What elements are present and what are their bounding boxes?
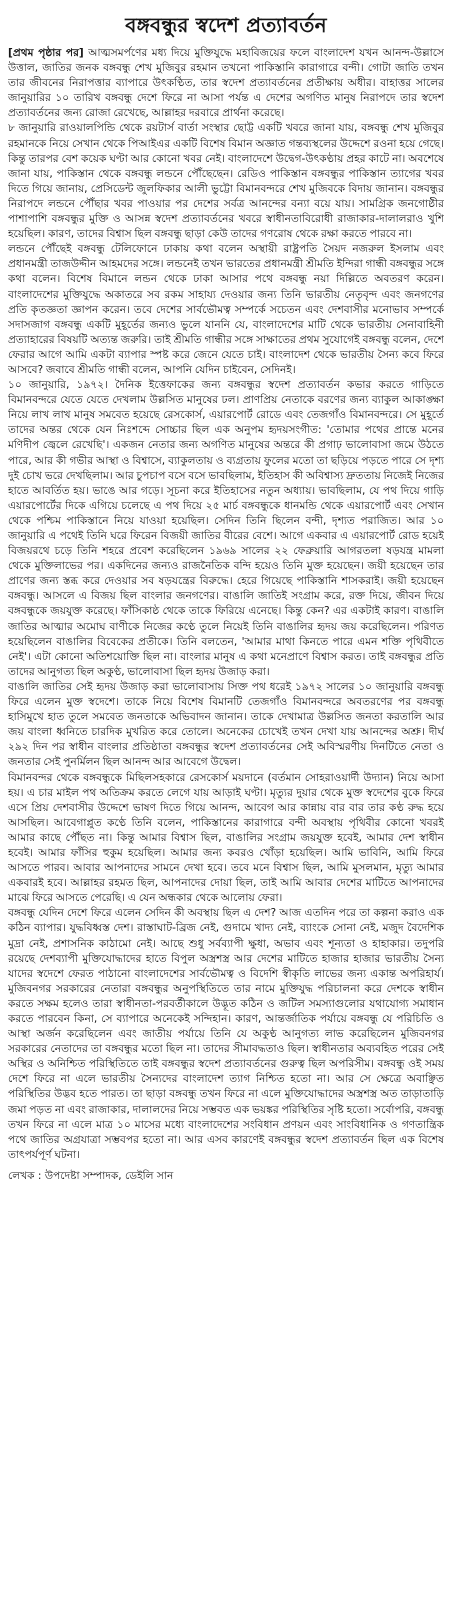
- article-paragraph: বিমানবন্দর থেকে বঙ্গবন্ধুকে মিছিলসহকারে রেসকোর্স ময়দানে (বর্তমান সোহরাওয়ার্দী উদ্যান) নিয়ে আসা হয়। এ চার মাইল পথ অতিক্রম করতে লেগে যায় আড়াই ঘণ্টা। মৃত্যুর দুয়ার থেকে মুক্ত স্বদেশের বুকে ফিরে এসে প্রিয় দেশবাসীর উদ্দেশে ভাষণ দিতে গিয়ে আনন্দ, আবেগ আর কান্নায় বার বার তার কণ্ঠ রুদ্ধ হয়ে আসছিল। আবেগাপ্লুত কণ্ঠে তিনি বলেন, পাকিস্তানের কারাগারে বন্দী অবস্থায় পৃথিবীর কোনো খবরই আমার কাছে পৌঁছত না। কিন্তু আমার বিশ্বাস ছিল, বাঙালির সংগ্রাম জয়যুক্ত হবেই, আমার দেশ স্বাধীন হবেই। আমার ফাঁসির হুকুম হয়েছিল। আমার জন্য কবরও খোঁড়া হয়েছিল। আমি ভাবিনি, আমি ফিরে আসতে পারব। আবার আপনাদের সামনে দেখা হবে। তবে মনে বিশ্বাস ছিল, আমি মুসলমান, মৃত্যু আমার একবারই হবে। আল্লাহর রহমত ছিল, আপনাদের দোয়া ছিল, তাই আমি আবার দেশের মাটিতে আপনাদের মাঝে ফিরে আসতে পেরেছি। এ যেন অন্ধকার থেকে আলোয় ফেরা।: [8, 771, 444, 905]
- article-headline: বঙ্গবন্ধুর স্বদেশ প্রত্যাবর্তন: [125, 13, 327, 37]
- article-body: [8, 46, 444, 1163]
- article-paragraph: ১০ জানুয়ারি, ১৯৭২। দৈনিক ইত্তেফাকের জন্য বঙ্গবন্ধুর স্বদেশ প্রত্যাবর্তন কভার করতে গাড়িতে বিমানবন্দরে যেতে যেতে দেখলাম উল্লসিত মানুষের ঢল। প্রাণপ্রিয় নেতাকে বরণের জন্য ব্যাকুল আকাঙ্ক্ষা নিয়ে লাখ লাখ মানুষ সমবেত হয়েছে রেসকোর্স, এয়ারপোর্ট রোডে এবং তেজগাঁও বিমানবন্দরে। সে মুহূর্তে তাদের অন্তর থেকে যেন নিঃশব্দে সোচ্চার ছিল এক অনুপম হৃদয়সংগীত: 'তোমার পথের প্রান্তে মনের মণিদীপ জ্বেলে রেখেছি'। একজন নেতার জন্য অগণিত মানুষের অন্তরে কী প্রগাঢ় ভালোবাসা জমে উঠতে পারে, আর কী গভীর আস্থা ও বিশ্বাসে, ব্যাকুলতায় ও ব্যগ্রতায় ফুলের মতো তা ছড়িয়ে পড়তে পারে সে দৃশ্য দুই চোখ ভরে দেখছিলাম। আর চুপচাপ বসে বসে ভাবছিলাম, ইতিহাস কী অবিশ্বাস্য দ্রুততায় নিজেই নিজের হাতে আবর্তিত হয়। ভাঙে আর গড়ে। সূচনা করে ইতিহাসের নতুন অধ্যায়। ভাবছিলাম, যে পথ দিয়ে গাড়ি এয়ারপোর্টের দিকে এগিয়ে চলেছে এ পথ দিয়ে ২৫ মার্চ বঙ্গবন্ধুকে ধানমন্ডি থেকে এয়ারপোর্ট এবং সেখান থেকে পশ্চিম পাকিস্তানে নিয়ে যাওয়া হয়েছিল। সেদিন তিনি ছিলেন বন্দী, দৃশ্যত পরাজিত। আর ১০ জানুয়ারি এ পথেই তিনি ঘরে ফিরেন বিজয়ী জাতির বীরের বেশে। আগে একবার এ এয়ারপোর্ট রোড হয়েই বিজয়রথে চড়ে তিনি শহরে প্রবেশ করেছিলেন ১৯৬৯ সালের ২২ ফেব্রুয়ারি আগরতলা ষড়যন্ত্র মামলা থেকে মুক্তিলাভের পর। একদিনের জন্যও রাজনৈতিক বন্দি হয়েও তিনি মুক্ত হয়েছেন। জয়ী হয়েছেন তার প্রাণের জন্য স্তব্ধ করে দেওয়ার সব ষড়যন্ত্রের বিরুদ্ধে। হেরে গিয়েছে পাকিস্তানি শাসকরাই। জয়ী হয়েছেন বঙ্গবন্ধু। আসলে এ বিজয় ছিল বাংলার জনগণের। বাঙালি জাতিই সংগ্রাম করে, রক্ত দিয়ে, জীবন দিয়ে বঙ্গবন্ধুকে জয়যুক্ত করেছে। ফাঁসিকাষ্ঠ থেকে তাকে ফিরিয়ে এনেছে। কিন্তু কেন? এর একটাই কারণ। বাঙালি জাতির আত্মার অমোঘ বাণীকে নিজের কণ্ঠে তুলে নিয়েই তিনি বাঙালির হৃদয় জয় করেছিলেন। পরিণত হয়েছিলেন বাঙালির বিবেকের প্রতীকে। তিনি বলতেন, 'আমার মাথা কিনতে পারে এমন শক্তি পৃথিবীতে নেই'। এটা কোনো অতিশয়োক্তি ছিল না। বাংলার মানুষ এ কথা মনেপ্রাণে বিশ্বাস করত। তাই বঙ্গবন্ধুর প্রতি তাদের আনুগত্য ছিল অকুণ্ঠ, ভালোবাসা ছিল হৃদয় উজাড় করা।: [8, 379, 444, 678]
- article-paragraph: [8, 46, 444, 121]
- paragraph-text: আত্মসমর্পণের মধ্য দিয়ে মুক্তিযুদ্ধে মহাবিজয়ের ফলে বাংলাদেশ যখন আনন্দ-উল্লাসে উত্তাল, জাতির জনক বঙ্গবন্ধু শেখ মুজিবুর রহমান তখনো পাকিস্তানি কারাগারে বন্দী। গোটা জাতি তখন তার জীবনের নিরাপত্তার ব্যাপারে উৎকণ্ঠিত, তার স্বদেশ প্রত্যাবর্তনের প্রতীক্ষায় অধীর। বাহাত্তর সালের জানুয়ারির ১০ তারিখ বঙ্গবন্ধু দেশে ফিরে না আসা পর্যন্ত এ দেশের অগণিত মানুষ নিরাপদে তার স্বদেশ প্রত্যাবর্তনের জন্য রোজা রেখেছে, আল্লাহর দরবারে প্রার্থনা করেছে।: [8, 47, 444, 120]
- article-paragraph: বাঙালি জাতির সেই হৃদয় উজাড় করা ভালোবাসায় সিক্ত পথ ধরেই ১৯৭২ সালের ১০ জানুয়ারি বঙ্গবন্ধু ফিরে এলেন মুক্ত স্বদেশে। তাকে নিয়ে বিশেষ বিমানটি তেজগাঁও বিমানবন্দরে অবতরণের পর বঙ্গবন্ধু হাসিমুখে হাত তুলে সমবেত জনতাকে অভিবাদন জানান। তাকে দেখামাত্র উল্লসিত জনতা করতালি আর জয় বাংলা ধ্বনিতে চারদিক মুখরিত করে তোলে। অনেকের চোখেই তখন দেখা যায় আনন্দের অশ্রু। দীর্ঘ ২৯২ দিন পর স্বাধীন বাংলার প্রতিষ্ঠাতা বঙ্গবন্ধুর স্বদেশ প্রত্যাবর্তনের সেই অবিস্মরণীয় দিনটিতে নেতা ও জনতার সেই পুনর্মিলন ছিল আনন্দ আর আবেগে উদ্বেল।: [8, 680, 444, 769]
- article-paragraph: ৮ জানুয়ারি রাওয়ালপিন্ডি থেকে রয়টার্স বার্তা সংস্থার ছোট্ট একটি খবরে জানা যায়, বঙ্গবন্ধু শেখ মুজিবুর রহমানকে নিয়ে সেখান থেকে পিআইএর একটি বিশেষ বিমান অজ্ঞাত গন্তব্যস্থলের উদ্দেশে রওনা হয়ে গেছে। কিন্তু তারপর বেশ কয়েক ঘণ্টা আর কোনো খবর নেই। বাংলাদেশে উদ্বেগ-উৎকণ্ঠায় প্রহর কাটে না। অবশেষে জানা যায়, পাকিস্তান থেকে বঙ্গবন্ধু লন্ডনে পৌঁছেছেন। রেডিও পাকিস্তান বঙ্গবন্ধুর পাকিস্তান ত্যাগের খবর দিতে গিয়ে জানায়, প্রেসিডেন্ট জুলফিকার আলী ভুট্টো বিমানবন্দরে শেখ মুজিবকে বিদায় জানান। বঙ্গবন্ধুর নিরাপদে লন্ডনে পৌঁছার খবর পাওয়ার পর দেশের সর্বত্র আনন্দের বন্যা বয়ে যায়। সামগ্রিক জনগোষ্ঠীর পাশাপাশি বঙ্গবন্ধুর মুক্তি ও আসন্ন স্বদেশ প্রত্যাবর্তনের খবরে স্বাধীনতাবিরোধী রাজাকার-দালালরাও খুশি হয়েছিল। কারণ, তাদের বিশ্বাস ছিল বঙ্গবন্ধু ছাড়া কেউ তাদের গণরোষ থেকে রক্ষা করতে পারবে না।: [8, 122, 444, 241]
- article-paragraph: বঙ্গবন্ধু যেদিন দেশে ফিরে এলেন সেদিন কী অবস্থায় ছিল এ দেশ? আজ এতদিন পরে তা কল্পনা করাও এক কঠিন ব্যাপার। যুদ্ধবিধ্বস্ত দেশ। রাস্তাঘাট-ব্রিজ নেই, গুদামে খাদ্য নেই, ব্যাংকে সোনা নেই, মজুদ বৈদেশিক মুদ্রা নেই, প্রশাসনিক কাঠামো নেই। আছে শুধু সর্বব্যাপী ক্ষুধা, অভাব এবং শূন্যতা ও হাহাকার। তদুপরি রয়েছে দেশব্যাপী মুক্তিযোদ্ধাদের হাতে বিপুল অস্ত্রশস্ত্র আর দেশের মাটিতে হাজার হাজার ভারতীয় সৈন্য যাদের স্বদেশে ফেরত পাঠানো বাংলাদেশের সার্বভৌমত্ব ও বিদেশি স্বীকৃতি লাভের জন্য একান্ত অপরিহার্য। মুজিবনগর সরকারের নেতারা বঙ্গবন্ধুর অনুপস্থিতিতে তার নামে মুক্তিযুদ্ধ পরিচালনা করে দেশকে স্বাধীন করতে সক্ষম হলেও তারা স্বাধীনতা-পরবর্তীকালে উদ্ভূত কঠিন ও জটিল সমস্যাগুলোর যথাযোগ্য সমাধান করতে পারবেন কিনা, সে ব্যাপারে অনেকেই সন্দিহান। কারণ, আন্তর্জাতিক পর্যায়ে বঙ্গবন্ধু যে পরিচিতি ও আস্থা অর্জন করেছিলেন এবং জাতীয় পর্যায়ে তিনি যে অকুণ্ঠ আনুগত্য লাভ করেছিলেন মুজিবনগর সরকারের নেতাদের তা বঙ্গবন্ধুর মতো ছিল না। তাদের সীমাবদ্ধতাও ছিল। স্বাধীনতার অব্যবহিত পরের সেই অস্থির ও অনিশ্চিত পরিস্থিতিতে তাই বঙ্গবন্ধুর স্বদেশ প্রত্যাবর্তনের গুরুত্ব ছিল অপরিসীম। বঙ্গবন্ধু ওই সময় দেশে ফিরে না এলে ভারতীয় সৈন্যদের বাংলাদেশ ত্যাগ নিশ্চিত হতো না। আর সে ক্ষেত্রে অবাঞ্ছিত পরিস্থিতির উদ্ভব হতে পারত। তা ছাড়া বঙ্গবন্ধু তখন ফিরে না এলে মুক্তিযোদ্ধাদের অস্ত্রশস্ত্র অত তাড়াতাড়ি জমা পড়ত না এবং রাজাকার, দালালদের নিয়ে সম্ভবত এক ভয়ঙ্কর পরিস্থিতির সৃষ্টি হতো। সর্বোপরি, বঙ্গবন্ধু তখন ফিরে না এলে মাত্র ১০ মাসের মধ্যে বাংলাদেশের সংবিধান প্রণয়ন এবং সাংবিধানিক ও গণতান্ত্রিক পথে জাতির অগ্রযাত্রা সম্ভবপর হতো না। আর এসব কারণেই বঙ্গবন্ধুর স্বদেশ প্রত্যাবর্তন ছিল এক বিশেষ তাৎপর্যপূর্ণ ঘটনা।: [8, 907, 444, 1161]
- article-paragraph: লন্ডনে পৌঁছেই বঙ্গবন্ধু টেলিফোনে ঢাকায় কথা বলেন অস্থায়ী রাষ্ট্রপতি সৈয়দ নজরুল ইসলাম এবং প্রধানমন্ত্রী তাজউদ্দীন আহমদের সঙ্গে। লন্ডনেই তখন ভারতের প্রধানমন্ত্রী শ্রীমতি ইন্দিরা গান্ধী বঙ্গবন্ধুর সঙ্গে কথা বলেন। বিশেষ বিমানে লন্ডন থেকে ঢাকা আসার পথে বঙ্গবন্ধু নয়া দিল্লিতে অবতরণ করেন। বাংলাদেশের মুক্তিযুদ্ধে অকাতরে সব রকম সাহায্য দেওয়ার জন্য তিনি ভারতীয় নেতৃবৃন্দ এবং জনগণের প্রতি কৃতজ্ঞতা জ্ঞাপন করেন। তবে দেশের সার্বভৌমত্ব সম্পর্কে সচেতন এবং দেশবাসীর মনোভাব সম্পর্কে সদাসজাগ বঙ্গবন্ধু একটি মুহূর্তের জন্যও ভুলে যাননি যে, বাংলাদেশের মাটি থেকে ভারতীয় সেনাবাহিনী প্রত্যাহারের বিষয়টি অত্যন্ত জরুরি। তাই শ্রীমতি গান্ধীর সঙ্গে সাক্ষাতের প্রথম সুযোগেই বঙ্গবন্ধু বলেন, দেশে ফেরার আগে আমি একটা ব্যাপার স্পষ্ট করে জেনে যেতে চাই। বাংলাদেশ থেকে ভারতীয় সৈন্য কবে ফিরে আসবে? জবাবে শ্রীমতি গান্ধী বলেন, আপনি যেদিন চাইবেন, সেদিনই।: [8, 243, 444, 376]
- newspaper-article: [8, 8, 444, 1591]
- author-note: লেখক : উপদেষ্টা সম্পাদক, ডেইলি সান: [8, 1169, 174, 1182]
- continued-marker: [প্রথম পৃষ্ঠার পর]: [8, 47, 84, 59]
